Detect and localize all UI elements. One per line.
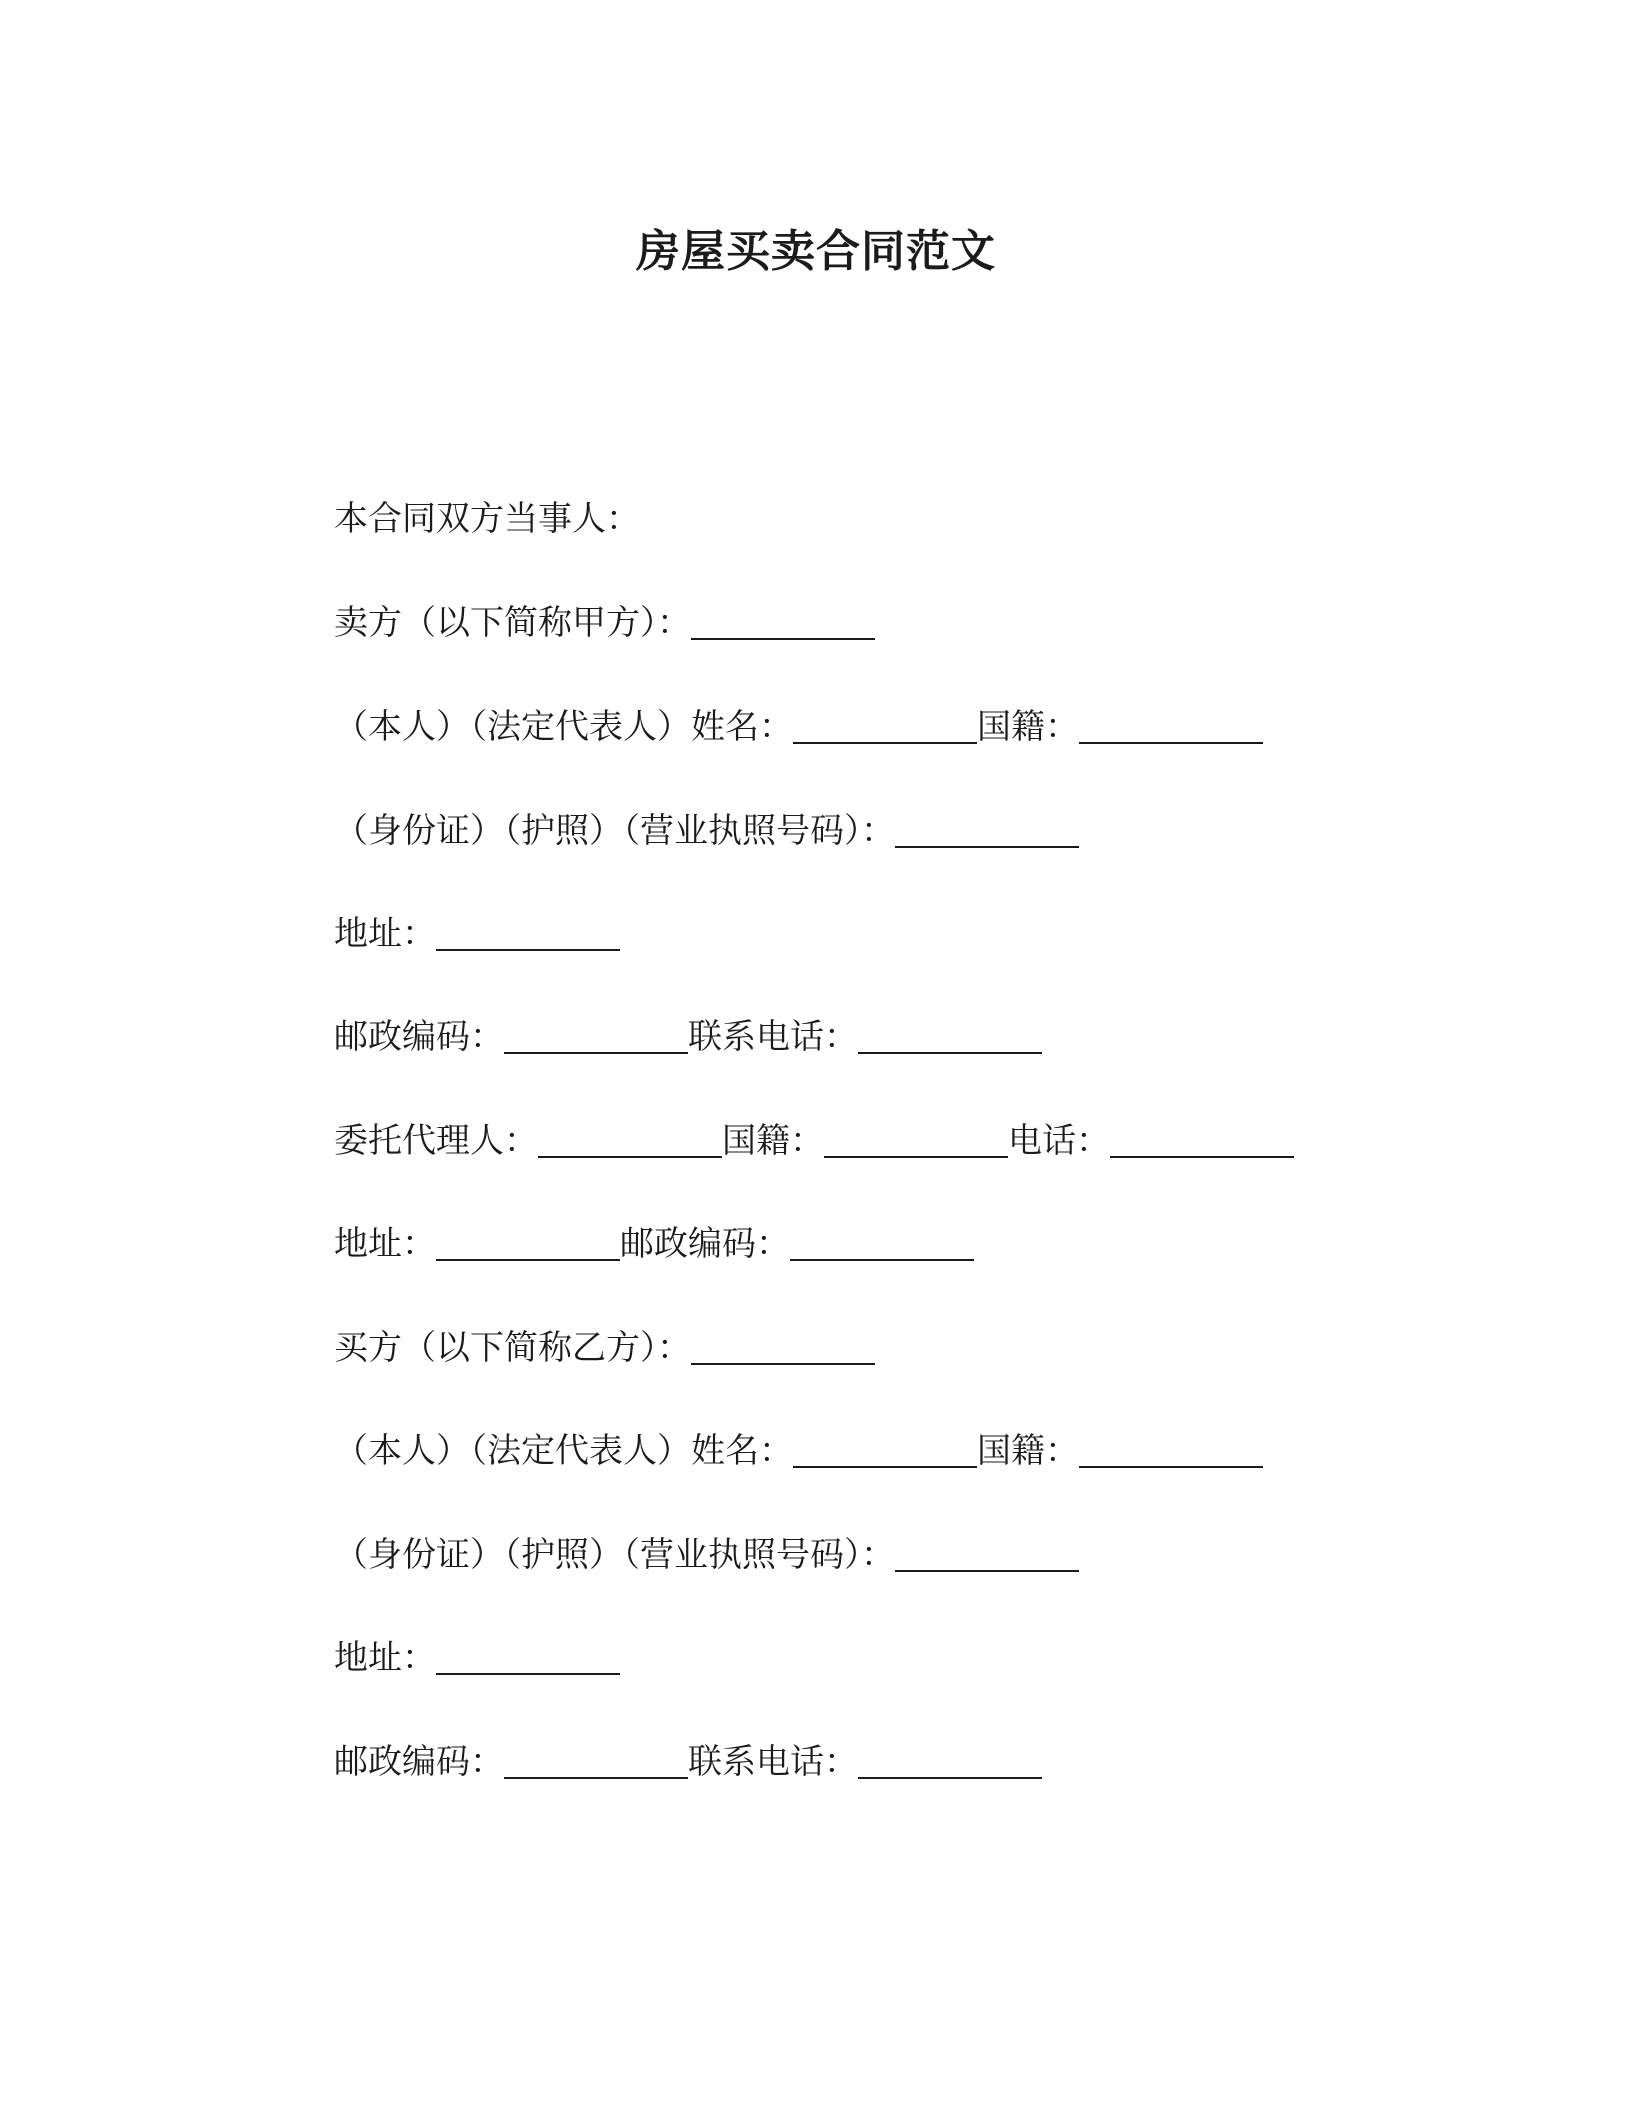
agent-address-blank[interactable] bbox=[436, 1225, 620, 1261]
intro-text: 本合同双方当事人： bbox=[334, 499, 640, 539]
seller-line bbox=[334, 600, 875, 646]
seller-nationality-label: 国籍： bbox=[977, 707, 1079, 747]
buyer-id-blank[interactable] bbox=[895, 1536, 1079, 1572]
buyer-address-blank[interactable] bbox=[436, 1639, 620, 1675]
seller-phone-label: 联系电话： bbox=[688, 1017, 858, 1057]
agent-postcode-blank[interactable] bbox=[790, 1225, 974, 1261]
seller-name-label: （本人）（法定代表人）姓名： bbox=[334, 707, 793, 747]
buyer-nationality-label: 国籍： bbox=[977, 1431, 1079, 1471]
buyer-nationality-blank[interactable] bbox=[1079, 1432, 1263, 1468]
buyer-blank[interactable] bbox=[691, 1329, 875, 1365]
seller-id-line bbox=[334, 808, 1079, 854]
buyer-phone-blank[interactable] bbox=[858, 1743, 1042, 1779]
seller-phone-blank[interactable] bbox=[858, 1018, 1042, 1054]
seller-name-line bbox=[334, 704, 1263, 750]
seller-blank[interactable] bbox=[691, 604, 875, 640]
agent-blank[interactable] bbox=[538, 1122, 722, 1158]
buyer-id-label: （身份证）（护照）（营业执照号码）： bbox=[334, 1535, 895, 1575]
document-title: 房屋买卖合同范文 bbox=[636, 226, 996, 277]
seller-address-line bbox=[334, 911, 620, 957]
seller-id-blank[interactable] bbox=[895, 812, 1079, 848]
agent-nationality-label: 国籍： bbox=[722, 1121, 824, 1161]
buyer-address-line bbox=[334, 1635, 620, 1681]
buyer-name-label: （本人）（法定代表人）姓名： bbox=[334, 1431, 793, 1471]
seller-label: 卖方（以下简称甲方）： bbox=[334, 603, 691, 643]
buyer-postcode-blank[interactable] bbox=[504, 1743, 688, 1779]
seller-postcode-label: 邮政编码： bbox=[334, 1017, 504, 1057]
agent-line bbox=[334, 1118, 1294, 1164]
seller-id-label: （身份证）（护照）（营业执照号码）： bbox=[334, 811, 895, 851]
buyer-id-line bbox=[334, 1532, 1079, 1578]
agent-nationality-blank[interactable] bbox=[824, 1122, 1008, 1158]
seller-postcode-blank[interactable] bbox=[504, 1018, 688, 1054]
seller-contact-line bbox=[334, 1014, 1042, 1060]
seller-nationality-blank[interactable] bbox=[1079, 708, 1263, 744]
buyer-name-blank[interactable] bbox=[793, 1432, 977, 1468]
buyer-label: 买方（以下简称乙方）： bbox=[334, 1328, 691, 1368]
buyer-contact-line bbox=[334, 1739, 1042, 1785]
agent-address-line bbox=[334, 1221, 974, 1267]
seller-address-blank[interactable] bbox=[436, 915, 620, 951]
agent-label: 委托代理人： bbox=[334, 1121, 538, 1161]
agent-phone-label: 电话： bbox=[1008, 1121, 1110, 1161]
agent-postcode-label: 邮政编码： bbox=[620, 1224, 790, 1264]
seller-name-blank[interactable] bbox=[793, 708, 977, 744]
buyer-address-label: 地址： bbox=[334, 1638, 436, 1678]
buyer-postcode-label: 邮政编码： bbox=[334, 1742, 504, 1782]
buyer-phone-label: 联系电话： bbox=[688, 1742, 858, 1782]
agent-phone-blank[interactable] bbox=[1110, 1122, 1294, 1158]
seller-address-label: 地址： bbox=[334, 914, 436, 954]
agent-address-label: 地址： bbox=[334, 1224, 436, 1264]
buyer-line bbox=[334, 1325, 875, 1371]
intro-line bbox=[334, 496, 640, 542]
buyer-name-line bbox=[334, 1428, 1263, 1474]
